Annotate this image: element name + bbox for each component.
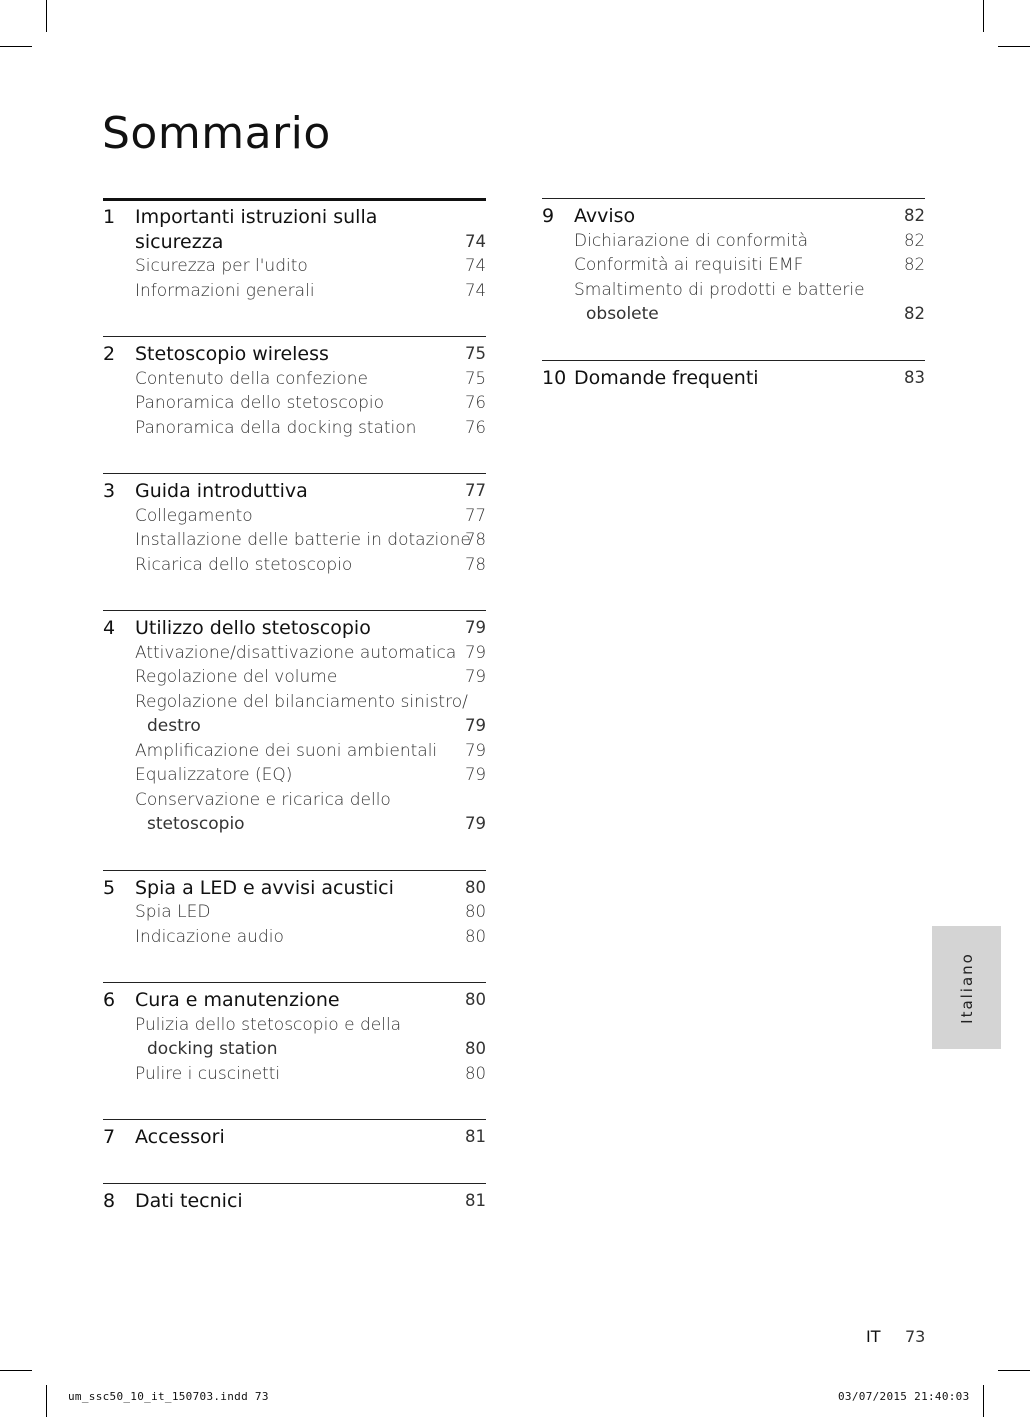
section-gap bbox=[103, 577, 486, 610]
toc-entry-label: Sicurezza per l'udito bbox=[135, 256, 308, 276]
toc-section-number: 3 bbox=[103, 480, 116, 502]
toc-page-number: 82 bbox=[904, 230, 925, 250]
toc-entry[interactable] bbox=[103, 1013, 486, 1038]
toc-entry[interactable] bbox=[103, 254, 486, 279]
toc-section bbox=[103, 336, 486, 440]
toc-entry[interactable] bbox=[103, 665, 486, 690]
toc-entry[interactable] bbox=[542, 229, 925, 254]
toc-section-number: 1 bbox=[103, 206, 116, 228]
toc-section-number: 6 bbox=[103, 989, 116, 1011]
toc-entry[interactable] bbox=[103, 367, 486, 392]
crop-mark bbox=[0, 46, 32, 47]
toc-section bbox=[103, 982, 486, 1086]
toc-section-heading[interactable] bbox=[103, 479, 486, 504]
toc-section-heading[interactable] bbox=[103, 342, 486, 367]
toc-entry-label: Pulire i cuscinetti bbox=[135, 1063, 281, 1084]
toc-entry[interactable] bbox=[103, 925, 486, 950]
toc-section-title: Accessori bbox=[135, 1126, 225, 1148]
toc-entry-label-cont: stetoscopio bbox=[147, 814, 245, 834]
toc-section bbox=[103, 870, 486, 950]
toc-entry[interactable] bbox=[103, 690, 486, 715]
toc-section bbox=[542, 198, 925, 327]
toc-entry-cont bbox=[103, 1037, 486, 1062]
crop-mark bbox=[983, 1385, 984, 1417]
toc-entry-label: Amplificazione dei suoni ambientali bbox=[135, 740, 438, 761]
footer-page-number: 73 bbox=[905, 1327, 926, 1346]
toc-section-heading[interactable] bbox=[542, 366, 925, 391]
toc-page-number: 83 bbox=[904, 367, 925, 387]
toc-page-number: 81 bbox=[465, 1190, 486, 1210]
toc-section-title: Cura e manutenzione bbox=[135, 989, 340, 1011]
toc-entry[interactable] bbox=[103, 1062, 486, 1087]
toc-entry-cont bbox=[542, 302, 925, 327]
toc-left-column bbox=[103, 198, 486, 1246]
toc-page-number: 79 bbox=[465, 642, 486, 662]
toc-section-heading[interactable] bbox=[103, 616, 486, 641]
toc-page-number: 76 bbox=[465, 417, 486, 437]
toc-entry[interactable] bbox=[103, 641, 486, 666]
toc-entry-cont bbox=[103, 812, 486, 837]
toc-page-number: 80 bbox=[465, 877, 486, 897]
section-gap bbox=[542, 390, 925, 423]
toc-entry-label-cont: destro bbox=[147, 716, 201, 736]
toc-page-number: 82 bbox=[904, 255, 925, 274]
toc-page-number: 82 bbox=[904, 304, 925, 323]
toc-entry-label: Spia LED bbox=[135, 902, 211, 922]
toc-entry-label: Regolazione del bilanciamento sinistro/ bbox=[135, 691, 468, 712]
toc-section-heading[interactable] bbox=[542, 204, 925, 229]
toc-entry[interactable] bbox=[103, 763, 486, 788]
toc-entry[interactable] bbox=[103, 788, 486, 813]
toc-section-title: Avviso bbox=[574, 205, 636, 227]
toc-section bbox=[103, 610, 486, 837]
toc-page-number: 75 bbox=[465, 344, 486, 363]
toc-page-number: 79 bbox=[465, 667, 486, 686]
page-title: Sommario bbox=[102, 108, 331, 159]
toc-section-title-cont-text: sicurezza bbox=[135, 230, 224, 253]
toc-page-number: 74 bbox=[465, 280, 486, 300]
toc-section-heading[interactable] bbox=[103, 988, 486, 1013]
crop-mark bbox=[998, 1370, 1030, 1371]
toc-section-heading[interactable] bbox=[103, 1189, 486, 1214]
toc-section-title: Importanti istruzioni sulla bbox=[135, 206, 378, 228]
toc-page-number: 78 bbox=[465, 530, 486, 549]
section-gap bbox=[103, 1213, 486, 1246]
toc-entry[interactable] bbox=[103, 391, 486, 416]
toc-entry-label: Ricarica dello stetoscopio bbox=[135, 554, 353, 575]
toc-entry[interactable] bbox=[103, 504, 486, 529]
toc-entry-label: Indicazione audio bbox=[135, 926, 284, 947]
toc-entry-label: Installazione delle batterie in dotazione bbox=[135, 530, 471, 550]
toc-section bbox=[103, 473, 486, 577]
toc-section bbox=[103, 1183, 486, 1214]
toc-page-number: 74 bbox=[465, 231, 486, 251]
toc-section bbox=[103, 1119, 486, 1150]
toc-entry[interactable] bbox=[103, 900, 486, 925]
toc-section-title: Guida introduttiva bbox=[135, 480, 308, 502]
toc-entry-label: Equalizzatore (EQ) bbox=[135, 765, 293, 785]
toc-entry-label: Pulizia dello stetoscopio e della bbox=[135, 1014, 402, 1035]
toc-page-number: 77 bbox=[465, 505, 486, 525]
toc-entry-label: Collegamento bbox=[135, 505, 253, 526]
toc-entry[interactable] bbox=[103, 553, 486, 578]
toc-section-heading[interactable] bbox=[103, 205, 486, 230]
toc-entry-label-cont: obsolete bbox=[586, 304, 659, 324]
toc-page-number: 81 bbox=[465, 1127, 486, 1146]
toc-entry-label: Regolazione del volume bbox=[135, 667, 338, 687]
toc-section-title-cont bbox=[103, 230, 486, 255]
toc-page-number: 79 bbox=[465, 814, 486, 833]
toc-entry-label: Panoramica dello stetoscopio bbox=[135, 393, 385, 413]
toc-entry-label-cont: docking station bbox=[147, 1039, 278, 1059]
toc-entry[interactable] bbox=[103, 416, 486, 441]
toc-section-number: 2 bbox=[103, 343, 116, 365]
crop-mark bbox=[46, 1385, 47, 1417]
crop-mark bbox=[998, 46, 1030, 47]
toc-page-number: 80 bbox=[465, 926, 486, 946]
crop-mark bbox=[983, 0, 984, 32]
footer-language: IT bbox=[866, 1327, 881, 1346]
language-tab bbox=[932, 926, 1001, 1049]
section-gap bbox=[103, 440, 486, 473]
toc-right-column bbox=[542, 198, 925, 423]
toc-page-number: 80 bbox=[465, 1039, 486, 1058]
toc-entry[interactable] bbox=[542, 278, 925, 303]
toc-entry-label: Attivazione/disattivazione automatica bbox=[135, 642, 457, 663]
toc-entry-label: Dichiarazione di conformità bbox=[574, 230, 809, 251]
toc-entry[interactable] bbox=[103, 739, 486, 764]
toc-section-title: Dati tecnici bbox=[135, 1189, 243, 1212]
toc-page-number: 79 bbox=[465, 765, 486, 784]
section-gap bbox=[103, 1086, 486, 1119]
toc-entry-label: Conservazione e ricarica dello bbox=[135, 789, 391, 810]
toc-entry[interactable] bbox=[542, 253, 925, 278]
section-gap bbox=[103, 949, 486, 982]
toc-section-title: Stetoscopio wireless bbox=[135, 343, 329, 365]
toc-section-number: 9 bbox=[542, 205, 555, 227]
toc-entry-label: Panoramica della docking station bbox=[135, 417, 417, 438]
toc-page-number: 78 bbox=[465, 554, 486, 574]
toc-section-title: Spia a LED e avvisi acustici bbox=[135, 876, 394, 899]
toc-section-title: Utilizzo dello stetoscopio bbox=[135, 617, 371, 639]
toc-entry-label: Informazioni generali bbox=[135, 280, 315, 301]
toc-entry[interactable] bbox=[103, 279, 486, 304]
toc-page-number: 77 bbox=[465, 481, 486, 500]
toc-page-number: 80 bbox=[465, 1063, 486, 1083]
section-gap bbox=[103, 837, 486, 870]
section-gap bbox=[103, 303, 486, 336]
toc-entry[interactable] bbox=[103, 528, 486, 553]
toc-page-number: 79 bbox=[465, 716, 486, 735]
toc-section bbox=[542, 360, 925, 391]
toc-page-number: 79 bbox=[465, 740, 486, 760]
crop-mark bbox=[0, 1370, 32, 1371]
slug-filename: um_ssc50_10_it_150703.indd 73 bbox=[68, 1390, 269, 1403]
toc-entry-label: Conformità ai requisiti EMF bbox=[574, 255, 804, 275]
toc-section-number: 4 bbox=[103, 617, 116, 639]
toc-entry-label: Smaltimento di prodotti e batterie bbox=[574, 279, 865, 300]
toc-page-number: 74 bbox=[465, 256, 486, 275]
toc-section-number: 5 bbox=[103, 876, 116, 899]
toc-section bbox=[103, 198, 486, 303]
toc-section-number: 7 bbox=[103, 1126, 116, 1148]
toc-page-number: 75 bbox=[465, 368, 486, 388]
section-gap bbox=[542, 327, 925, 360]
toc-section-number: 8 bbox=[103, 1189, 116, 1212]
slug-datetime: 03/07/2015 21:40:03 bbox=[838, 1390, 970, 1403]
toc-page-number: 82 bbox=[904, 206, 925, 225]
toc-section-heading[interactable] bbox=[103, 876, 486, 901]
toc-page-number: 76 bbox=[465, 393, 486, 412]
toc-entry-cont bbox=[103, 714, 486, 739]
toc-section-title: Domande frequenti bbox=[574, 366, 759, 389]
toc-entry-label: Contenuto della confezione bbox=[135, 368, 368, 389]
toc-page-number: 80 bbox=[465, 990, 486, 1009]
toc-page-number: 80 bbox=[465, 902, 486, 921]
toc-section-number: 10 bbox=[542, 366, 567, 389]
crop-mark bbox=[46, 0, 47, 32]
toc-page-number: 79 bbox=[465, 618, 486, 637]
language-tab-label: Italiano bbox=[957, 951, 976, 1024]
section-gap bbox=[103, 1150, 486, 1183]
toc-section-heading[interactable] bbox=[103, 1125, 486, 1150]
